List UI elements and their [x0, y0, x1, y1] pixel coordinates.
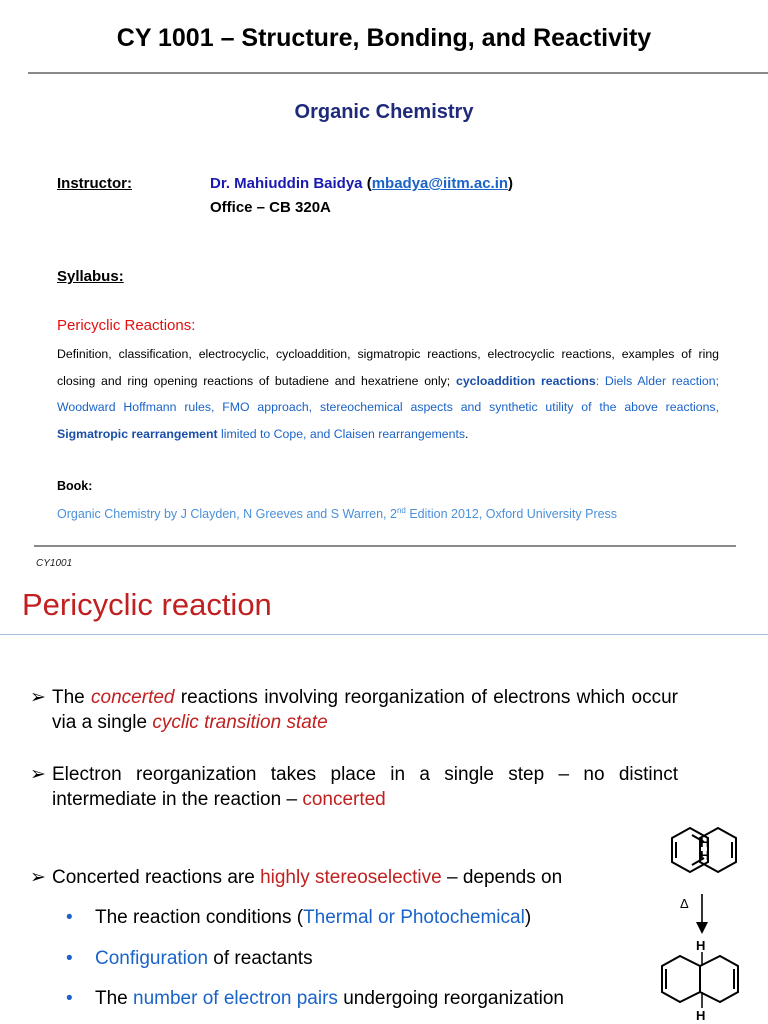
h-label: H	[700, 848, 710, 863]
sub-bullet-item: • Configuration of reactants	[66, 948, 313, 969]
divider	[28, 72, 768, 74]
syllabus-text-blue: limited to Cope, and Claisen rearrangements	[217, 426, 466, 441]
syllabus-text: .	[465, 426, 469, 441]
syllabus-text-blue: : Diels Alder reaction; Woodward Hoffmann rules, FMO approach, stereochemical aspects and synthetic utility of the above reactions,	[57, 373, 719, 414]
h-label: H	[696, 1008, 706, 1023]
instructor-label: Instructor:	[57, 175, 132, 192]
divider	[0, 634, 768, 635]
syllabus-body	[57, 341, 719, 447]
course-title: CY 1001 – Structure, Bonding, and Reactivity	[116, 24, 652, 52]
book-text: Organic Chemistry by J Clayden, N Greeves and S Warren, 2	[57, 507, 397, 522]
syllabus-highlight: cycloaddition reactions	[455, 373, 596, 388]
book-superscript: nd	[396, 506, 406, 515]
subject-title: Organic Chemistry	[294, 101, 474, 123]
bullet-dot-icon: •	[66, 907, 73, 928]
product-molecule	[662, 952, 738, 1008]
bullet-dot-icon: •	[66, 948, 73, 969]
bullet-arrow-icon: ➢	[30, 764, 46, 785]
bullet-dot-icon: •	[66, 988, 73, 1009]
syllabus-text: Definition, classification, electrocyclic, cycloaddition, sigmatropic reactions, electrocyclic reactions, examples of ring closing and ring opening reactions of butadiene and hexatriene only;	[57, 347, 719, 388]
bullet-arrow-icon: ➢	[30, 867, 46, 888]
book-label: Book:	[57, 479, 93, 493]
syllabus-label: Syllabus:	[57, 268, 124, 285]
instructor-info: Dr. Mahiuddin Baidya (mbadya@iitm.ac.in)	[210, 175, 514, 192]
office-location: Office – CB 320A	[210, 199, 331, 216]
bullet-item: ➢ Electron reorganization takes place in a single step – no distinct intermediate in the reaction – concerted	[30, 764, 678, 810]
book-text: Edition 2012, Oxford University Press	[405, 507, 618, 522]
delta-symbol: Δ	[680, 896, 689, 911]
syllabus-heading: Pericyclic Reactions:	[57, 317, 196, 334]
slide-title: Pericyclic reaction	[22, 587, 272, 622]
h-label: H	[700, 835, 710, 850]
h-label: H	[696, 938, 706, 953]
sub-bullet-item: • The reaction conditions (Thermal or Photochemical)	[66, 907, 532, 928]
reaction-scheme-diagram	[650, 826, 750, 1024]
bullet-item: ➢ The concerted reactions involving reorganization of electrons which occur via a single cyclic transition state	[30, 687, 678, 733]
bullet-item: ➢ Concerted reactions are highly stereoselective – depends on	[30, 867, 563, 888]
instructor-name: Dr. Mahiuddin Baidya	[210, 175, 363, 192]
bullet-arrow-icon: ➢	[30, 687, 46, 708]
sub-bullet-item: • The number of electron pairs undergoing reorganization	[66, 988, 564, 1009]
divider	[34, 545, 736, 547]
syllabus-highlight: Sigmatropic rearrangement	[57, 426, 218, 441]
book-reference	[57, 506, 617, 521]
slide-tag: CY1001	[36, 558, 73, 569]
instructor-email-link[interactable]: mbadya@iitm.ac.in	[371, 175, 509, 192]
reaction-arrow-head	[696, 922, 708, 934]
